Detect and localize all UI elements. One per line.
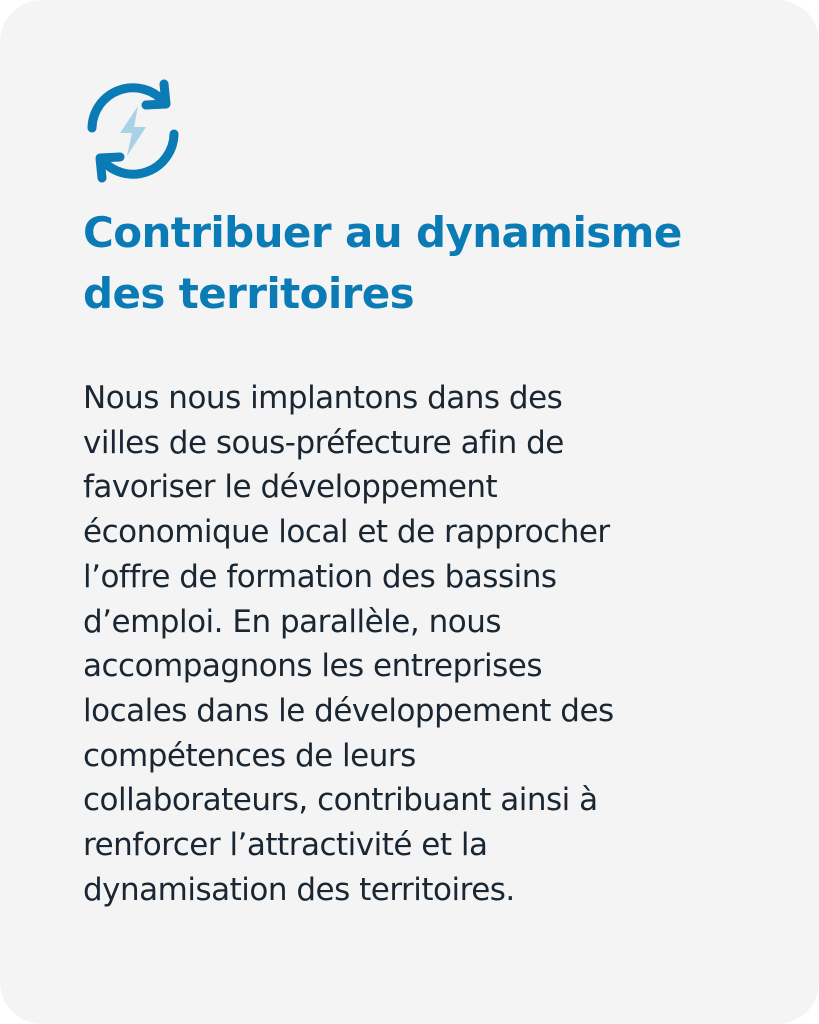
- card-description: [83, 376, 763, 912]
- description-line: compétences de leurs: [83, 737, 416, 774]
- card-title: [83, 202, 783, 324]
- description-line: accompagnons les entreprises: [83, 648, 542, 685]
- description-line: dynamisation des territoires.: [83, 871, 515, 908]
- title-line: Contribuer au dynamisme: [83, 208, 682, 257]
- description-line: Nous nous implantons dans des: [83, 380, 563, 416]
- title-line: des territoires: [83, 269, 415, 318]
- description-line: locales dans le développement des: [83, 692, 614, 729]
- description-line: villes de sous-préfecture afin de: [83, 424, 564, 461]
- description-line: collaborateurs, contribuant ainsi à: [83, 782, 598, 819]
- description-line: d’emploi. En parallèle, nous: [83, 603, 501, 640]
- description-line: l’offre de formation des bassins: [83, 558, 557, 595]
- renewable-energy-refresh-icon: [78, 76, 188, 186]
- description-line: économique local et de rapprocher: [83, 514, 610, 551]
- description-line: favoriser le développement: [83, 469, 498, 506]
- description-line: renforcer l’attractivité et la: [83, 827, 488, 864]
